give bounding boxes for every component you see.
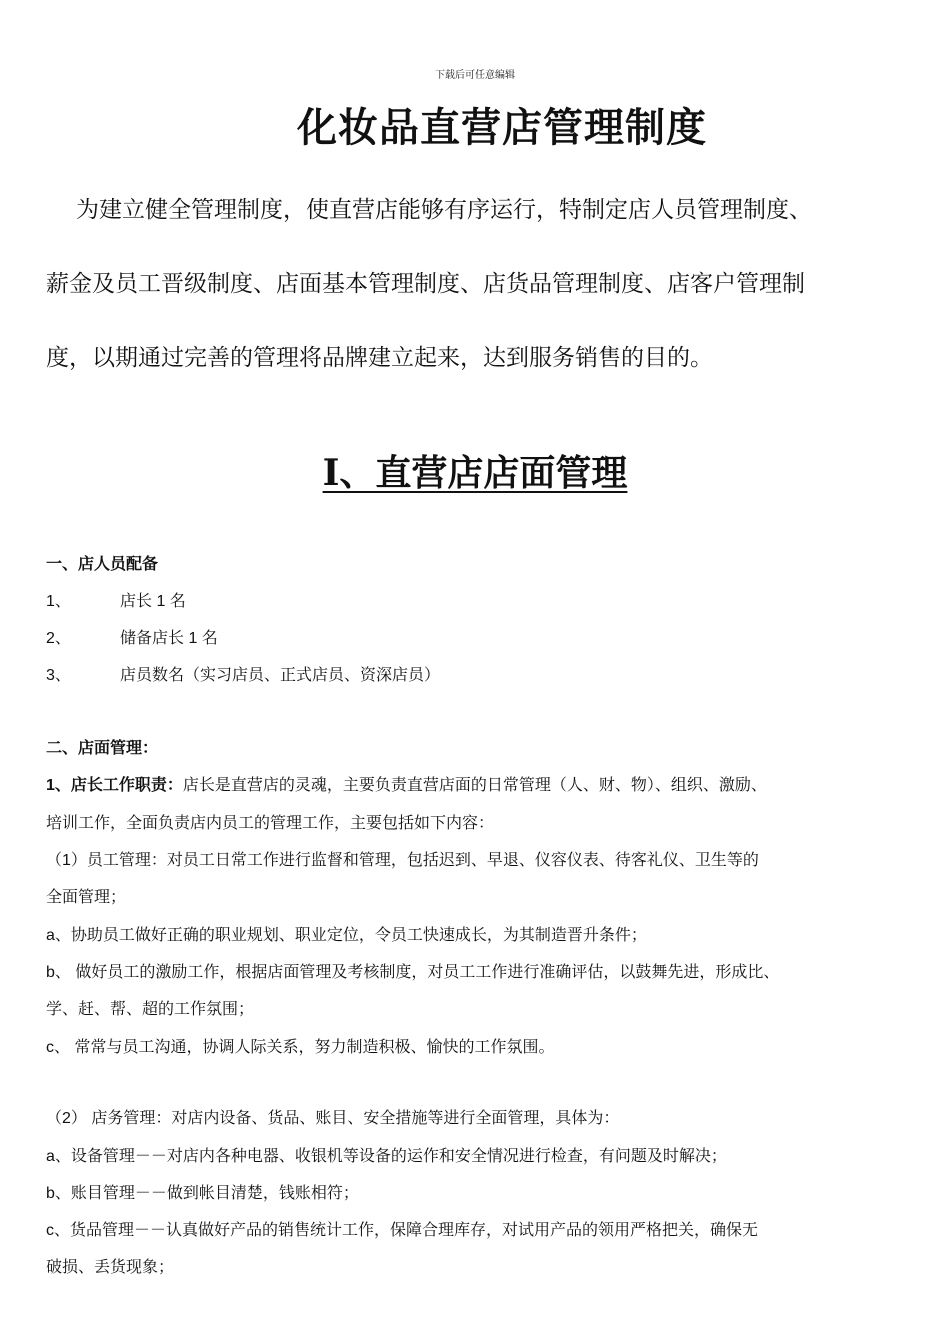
staffing-item <box>46 588 186 611</box>
staffing-item <box>46 625 218 648</box>
staff-item-b-line-1: b、 做好员工的激励工作，根据店面管理及考核制度，对员工工作进行准确评估，以鼓舞先进，形成比、 <box>46 964 780 981</box>
store-affairs-item-c-line-2: 破损、丢货现象； <box>46 1259 175 1276</box>
staffing-item-number: 3、 <box>46 667 71 684</box>
staff-item-c: c、 常常与员工沟通，协调人际关系，努力制造积极、愉快的工作氛围。 <box>46 1039 555 1056</box>
document-title: 化妆品直营店管理制度 <box>297 104 707 151</box>
header-note: 下载后可任意编辑 <box>435 70 515 81</box>
duty-text: 店长是直营店的灵魂，主要负责直营店面的日常管理（人、财、物）、组织、激励、 <box>182 777 767 794</box>
store-affairs-heading: （2） 店务管理：对店内设备、货品、账目、安全措施等进行全面管理，具体为： <box>46 1110 620 1127</box>
duty-paragraph-line-2: 培训工作，全面负责店内员工的管理工作，主要包括如下内容： <box>46 815 495 832</box>
intro-line-2: 薪金及员工晋级制度、店面基本管理制度、店货品管理制度、店客户管理制 <box>46 271 805 297</box>
staffing-item <box>46 662 440 685</box>
staff-item-a: a、协助员工做好正确的职业规划、职业定位，令员工快速成长，为其制造晋升条件； <box>46 927 647 944</box>
staffing-item-number: 1、 <box>46 593 71 610</box>
intro-line-3: 度，以期通过完善的管理将品牌建立起来，达到服务销售的目的。 <box>46 345 713 371</box>
staff-management-line-1: （1）员工管理：对员工日常工作进行监督和管理，包括迟到、早退、仪容仪表、待客礼仪、卫生等的 <box>46 852 759 869</box>
staffing-item-text: 店长 1 名 <box>120 593 186 610</box>
staffing-heading: 一、店人员配备 <box>46 556 159 573</box>
staffing-item-number: 2、 <box>46 630 71 647</box>
intro-line-1: 为建立健全管理制度，使直营店能够有序运行，特制定店人员管理制度、 <box>76 197 812 223</box>
staff-management-line-2: 全面管理； <box>46 889 127 906</box>
section-title: I、直营店店面管理 <box>322 452 628 494</box>
staff-item-b-line-2: 学、赶、帮、超的工作氛围； <box>46 1001 255 1018</box>
staffing-item-text: 储备店长 1 名 <box>120 630 218 647</box>
store-affairs-item-c-line-1: c、货品管理－－认真做好产品的销售统计工作，保障合理库存，对试用产品的领用严格把关，确保无 <box>46 1222 759 1239</box>
store-affairs-item-b: b、账目管理－－做到帐目清楚，钱账相符； <box>46 1185 359 1202</box>
staffing-item-text: 店员数名（实习店员、正式店员、资深店员） <box>120 667 441 684</box>
duty-paragraph-line-1 <box>46 772 767 795</box>
management-heading: 二、店面管理： <box>46 740 159 757</box>
store-affairs-item-a: a、设备管理－－对店内各种电器、收银机等设备的运作和安全情况进行检查，有问题及时解决； <box>46 1148 727 1165</box>
duty-label: 1、店长工作职责： <box>46 777 183 794</box>
